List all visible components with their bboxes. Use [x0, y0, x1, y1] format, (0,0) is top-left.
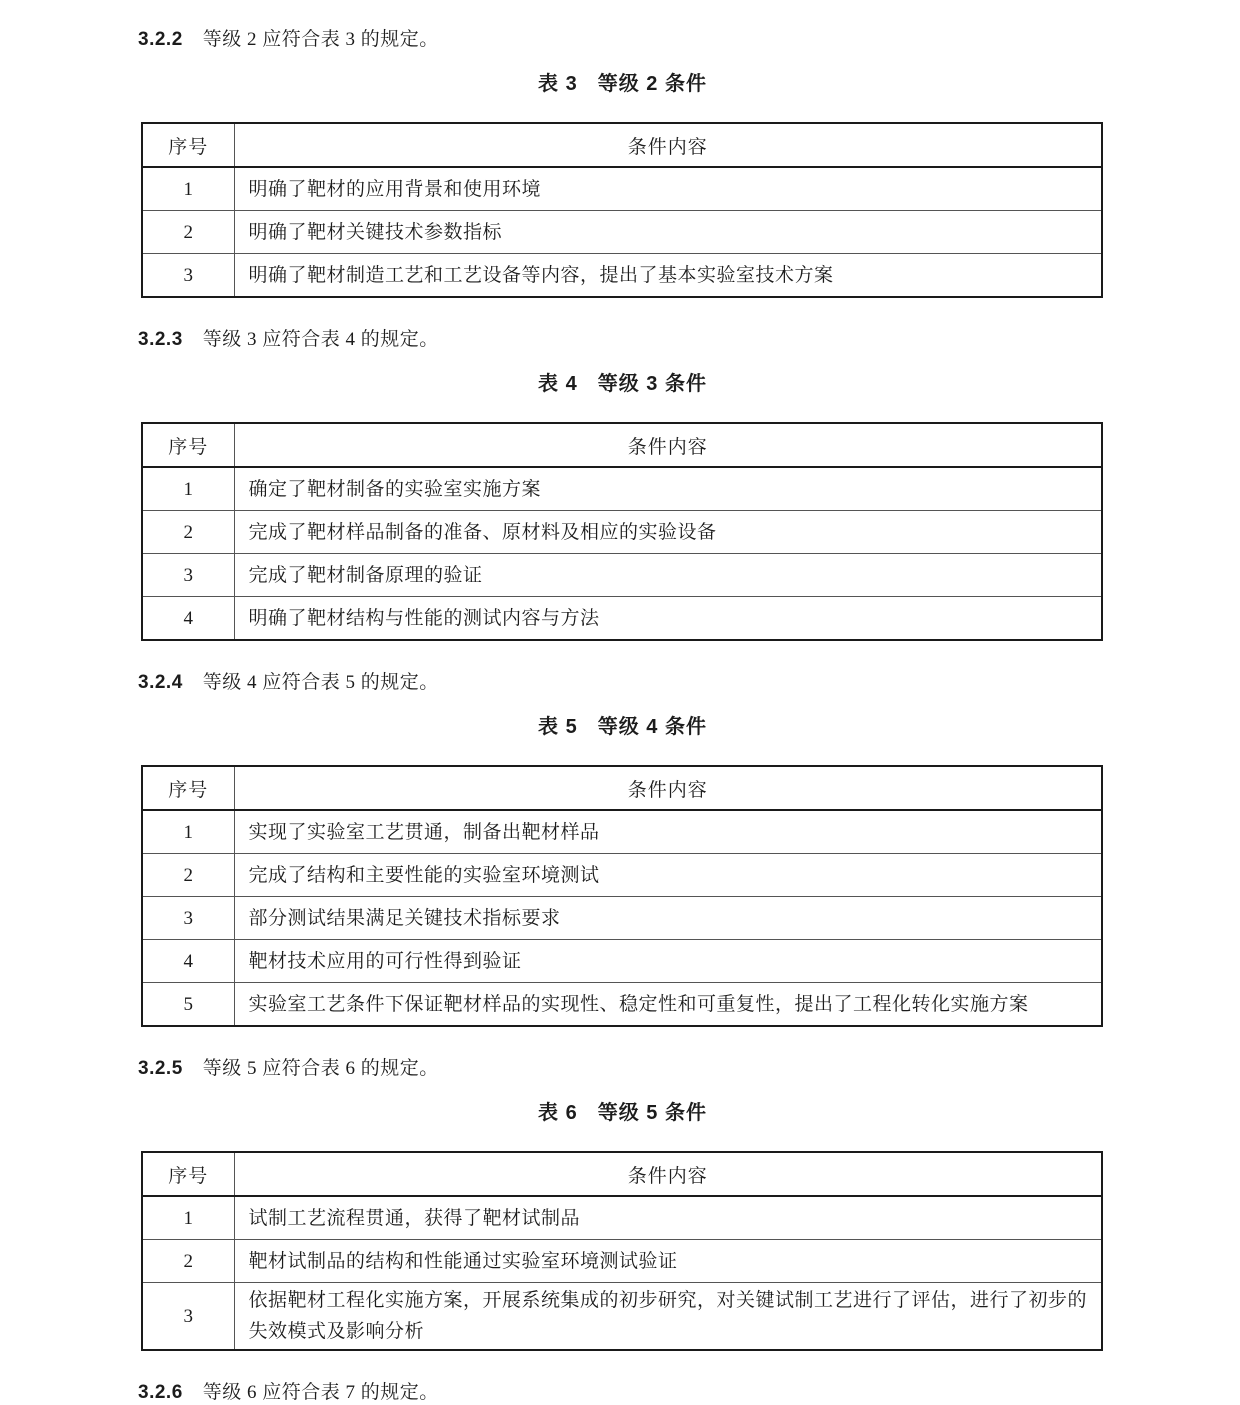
row-content-cell: 明确了靶材关键技术参数指标 [234, 211, 1102, 254]
table-caption-title: 等级 4 条件 [597, 716, 707, 738]
row-content-cell: 靶材技术应用的可行性得到验证 [234, 940, 1102, 983]
table-row [142, 1240, 1102, 1283]
table-body [142, 467, 1102, 640]
conditions-table [141, 422, 1103, 641]
row-index-cell: 3 [142, 1283, 234, 1351]
row-content-cell: 实验室工艺条件下保证靶材样品的实现性、稳定性和可重复性，提出了工程化转化实施方案 [234, 983, 1102, 1027]
table-row [142, 983, 1102, 1027]
clause-text: 等级 6 应符合表 7 的规定。 [202, 1382, 439, 1403]
row-content-cell: 部分测试结果满足关键技术指标要求 [234, 897, 1102, 940]
table-header-row [142, 123, 1102, 167]
row-index-cell: 1 [142, 810, 234, 854]
row-index-cell: 3 [142, 254, 234, 298]
row-index-cell: 4 [142, 940, 234, 983]
table-header-row [142, 766, 1102, 810]
conditions-table [141, 1151, 1103, 1351]
conditions-table [141, 765, 1103, 1027]
table-row [142, 467, 1102, 511]
table-header-row [142, 423, 1102, 467]
row-content-cell: 实现了实验室工艺贯通，制备出靶材样品 [234, 810, 1102, 854]
row-content-cell: 明确了靶材制造工艺和工艺设备等内容，提出了基本实验室技术方案 [234, 254, 1102, 298]
col-header-content: 条件内容 [234, 123, 1102, 167]
row-content-cell: 完成了靶材制备原理的验证 [234, 554, 1102, 597]
table-caption [138, 372, 1107, 396]
table-body [142, 810, 1102, 1026]
col-header-content: 条件内容 [234, 423, 1102, 467]
table-caption-label: 表 5 [538, 716, 578, 738]
document-page [138, 28, 1107, 1405]
row-index-cell: 2 [142, 511, 234, 554]
table-row [142, 554, 1102, 597]
table-caption-label: 表 3 [538, 73, 578, 95]
table-caption [138, 72, 1107, 96]
table-row [142, 254, 1102, 298]
clause-number: 3.2.2 [138, 29, 183, 50]
row-index-cell: 2 [142, 1240, 234, 1283]
table-caption-label: 表 6 [538, 1102, 578, 1124]
table-row [142, 897, 1102, 940]
table-row [142, 167, 1102, 211]
clause-text: 等级 4 应符合表 5 的规定。 [202, 672, 439, 693]
row-index-cell: 1 [142, 167, 234, 211]
conditions-table [141, 122, 1103, 298]
table-caption-title: 等级 5 条件 [597, 1102, 707, 1124]
row-content-cell: 确定了靶材制备的实验室实施方案 [234, 467, 1102, 511]
row-index-cell: 1 [142, 467, 234, 511]
table-row [142, 810, 1102, 854]
row-index-cell: 3 [142, 897, 234, 940]
table-caption [138, 715, 1107, 739]
row-content-cell: 明确了靶材的应用背景和使用环境 [234, 167, 1102, 211]
row-index-cell: 3 [142, 554, 234, 597]
table-row [142, 597, 1102, 641]
col-header-content: 条件内容 [234, 1152, 1102, 1196]
clause-text: 等级 3 应符合表 4 的规定。 [202, 329, 439, 350]
row-index-cell: 5 [142, 983, 234, 1027]
clause-number: 3.2.3 [138, 329, 183, 350]
row-content-cell: 靶材试制品的结构和性能通过实验室环境测试验证 [234, 1240, 1102, 1283]
table-row [142, 940, 1102, 983]
row-index-cell: 2 [142, 211, 234, 254]
table-caption [138, 1101, 1107, 1125]
col-header-index: 序号 [142, 1152, 234, 1196]
clause-line [138, 671, 1107, 695]
clause-line [138, 28, 1107, 52]
table-row [142, 511, 1102, 554]
table-caption-title: 等级 2 条件 [597, 73, 707, 95]
clause-line [138, 1057, 1107, 1081]
col-header-index: 序号 [142, 123, 234, 167]
table-row [142, 211, 1102, 254]
table-caption-label: 表 4 [538, 373, 578, 395]
col-header-index: 序号 [142, 766, 234, 810]
table-body [142, 167, 1102, 297]
row-content-cell: 依据靶材工程化实施方案，开展系统集成的初步研究，对关键试制工艺进行了评估，进行了初步的失效模式及影响分析 [234, 1283, 1102, 1351]
row-index-cell: 1 [142, 1196, 234, 1240]
col-header-content: 条件内容 [234, 766, 1102, 810]
row-content-cell: 试制工艺流程贯通，获得了靶材试制品 [234, 1196, 1102, 1240]
clause-line [138, 1381, 1107, 1405]
clause-number: 3.2.6 [138, 1382, 183, 1403]
table-row [142, 854, 1102, 897]
row-content-cell: 明确了靶材结构与性能的测试内容与方法 [234, 597, 1102, 641]
clause-number: 3.2.5 [138, 1058, 183, 1079]
table-row [142, 1283, 1102, 1351]
row-content-cell: 完成了结构和主要性能的实验室环境测试 [234, 854, 1102, 897]
table-header-row [142, 1152, 1102, 1196]
row-index-cell: 4 [142, 597, 234, 641]
clause-line [138, 328, 1107, 352]
table-caption-title: 等级 3 条件 [597, 373, 707, 395]
clause-text: 等级 2 应符合表 3 的规定。 [202, 29, 439, 50]
clause-number: 3.2.4 [138, 672, 183, 693]
row-index-cell: 2 [142, 854, 234, 897]
table-body [142, 1196, 1102, 1350]
row-content-cell: 完成了靶材样品制备的准备、原材料及相应的实验设备 [234, 511, 1102, 554]
clause-text: 等级 5 应符合表 6 的规定。 [202, 1058, 439, 1079]
table-row [142, 1196, 1102, 1240]
col-header-index: 序号 [142, 423, 234, 467]
